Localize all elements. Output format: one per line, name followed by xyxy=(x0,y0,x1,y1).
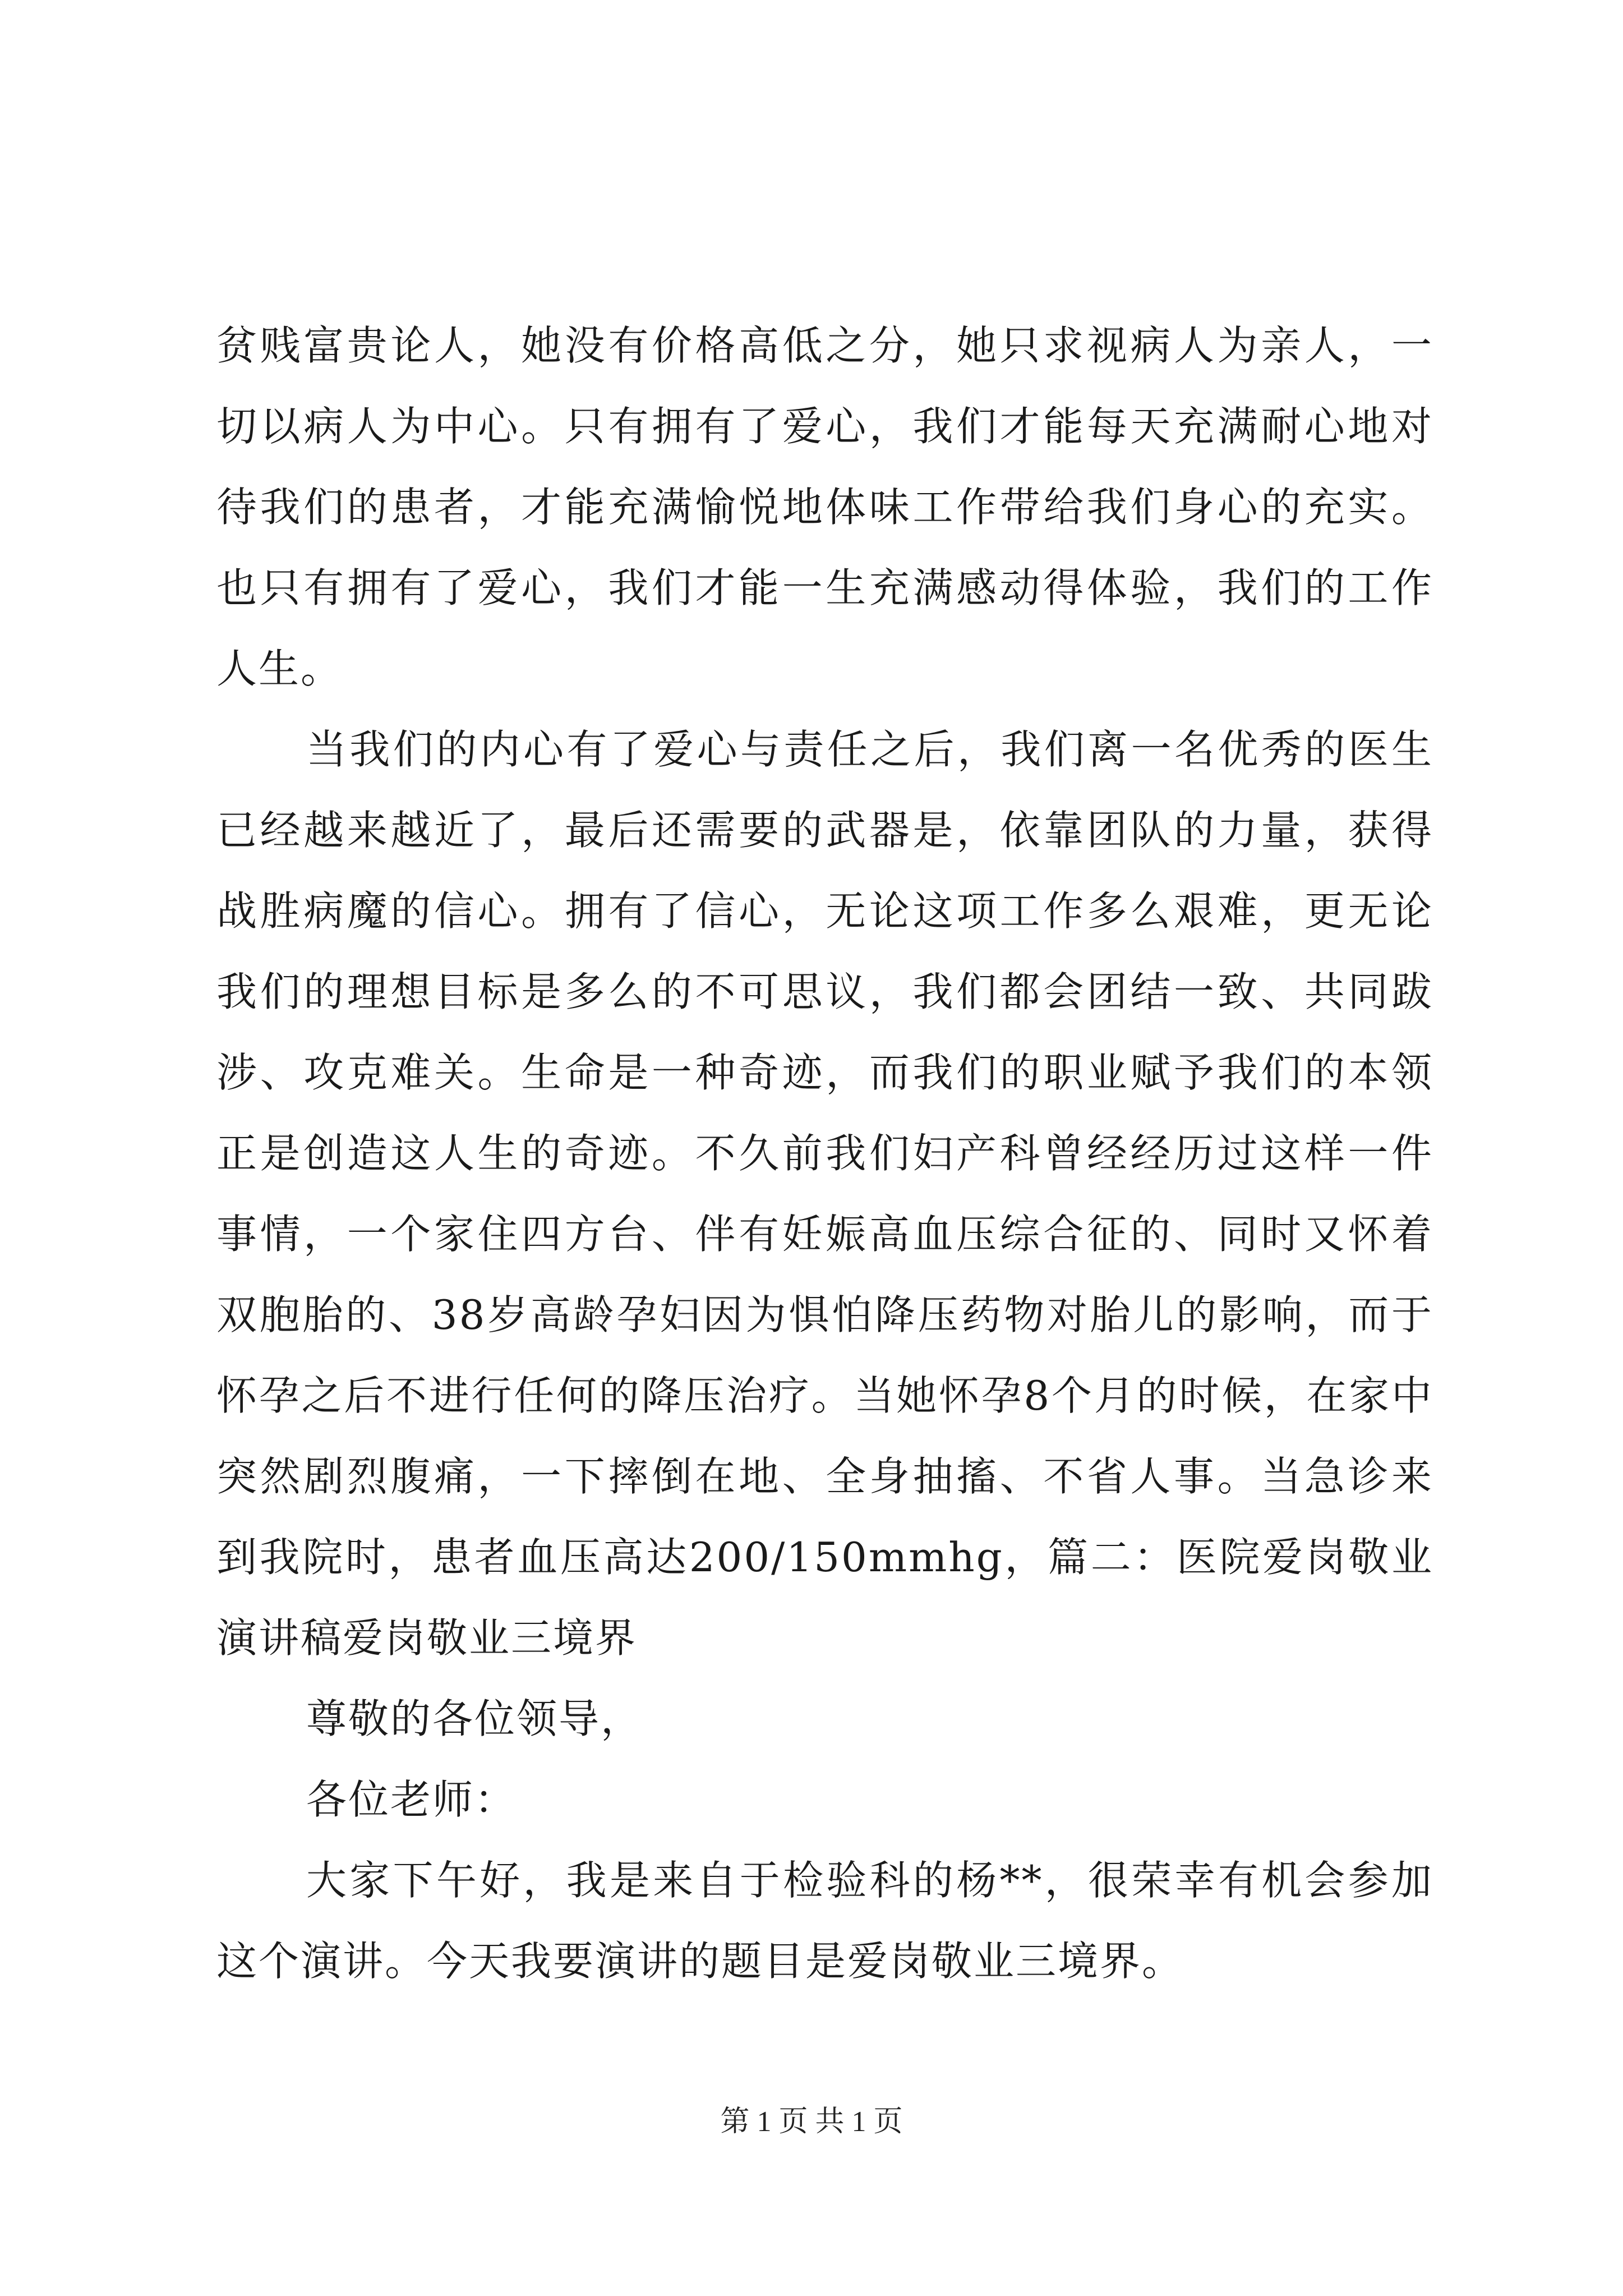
paragraph-3: 尊敬的各位领导， xyxy=(306,1695,643,1742)
page-number-label: 第 1 页 共 1 页 xyxy=(720,2106,903,2138)
paragraph-1: 贫贱富贵论人，她没有价格高低之分，她只求视病人为亲人，一切以病人为中心。只有拥有了爱心，我们才能每天充满耐心地对待我们的患者，才能充满愉悦地体味工作带给我们身心的充实。也只有拥有了爱心，我们才能一生充满感动得体验，我们的工作人生。 xyxy=(216,322,1433,692)
paragraph-2: 当我们的内心有了爱心与责任之后，我们离一名优秀的医生已经越来越近了，最后还需要的武器是，依靠团队的力量，获得战胜病魔的信心。拥有了信心，无论这项工作多么艰难，更无论我们的理想目标是多么的不可思议，我们都会团结一致、共同跋涉、攻克难关。生命是一种奇迹，而我们的职业赋予我们的本领正是创造这人生的奇迹。不久前我们妇产科曾经经历过这样一件事情，一个家住四方台、伴有妊娠高血压综合征的、同时又怀着双胞胎的、38岁高龄孕妇因为惧怕降压药物对胎儿的影响，而于怀孕之后不进行任何的降压治疗。当她怀孕8个月的时候，在家中突然剧烈腹痛，一下摔倒在地、全身抽搐、不省人事。当急诊来到我院时，患者血压高达200/150mmhg，篇二：医院爱岗敬业演讲稿爱岗敬业三境界 xyxy=(216,726,1433,1662)
paragraph-4: 各位老师： xyxy=(306,1776,517,1823)
page-footer xyxy=(0,2102,1623,2142)
document-body xyxy=(216,305,1433,2001)
paragraph-5: 大家下午好，我是来自于检验科的杨**，很荣幸有机会参加这个演讲。今天我要演讲的题目是爱岗敬业三境界。 xyxy=(216,1857,1433,1985)
